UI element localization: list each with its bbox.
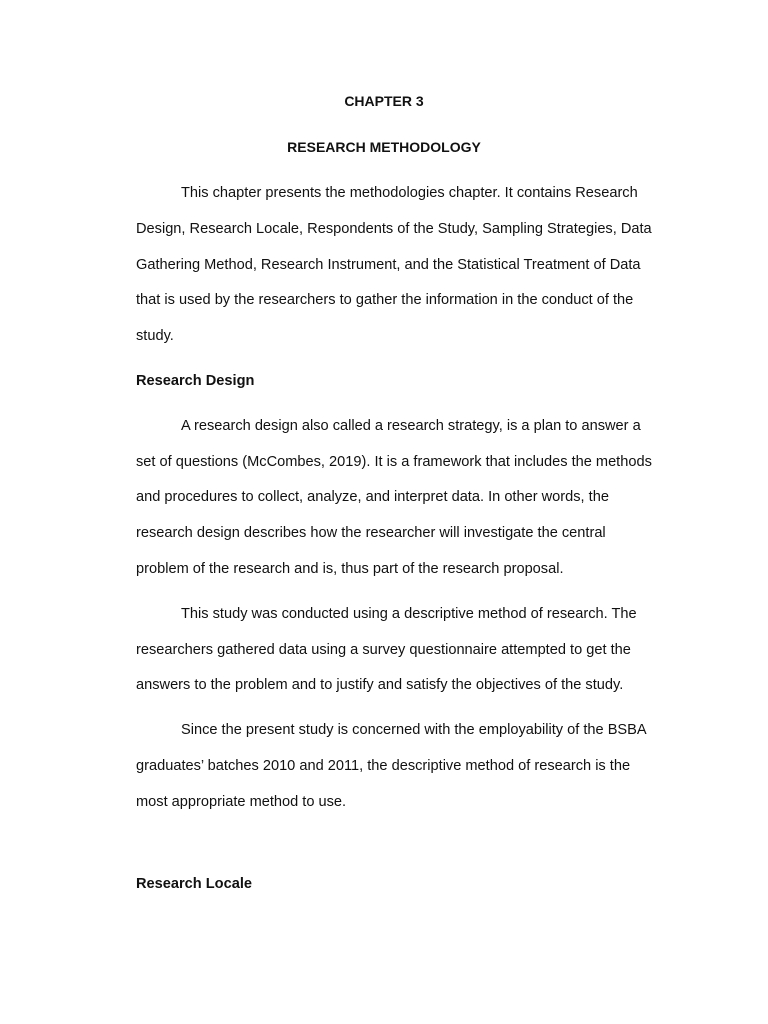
paragraph-line: and procedures to collect, analyze, and interpret data. In other words, the	[136, 489, 609, 506]
design-paragraph-3	[136, 713, 676, 820]
paragraph-line: This study was conducted using a descriptive method of research. The	[181, 605, 637, 622]
section-heading-research-locale: Research Locale	[136, 875, 253, 892]
paragraph-line: answers to the problem and to justify and satisfy the objectives of the study.	[136, 677, 624, 694]
intro-paragraph	[136, 176, 676, 355]
paragraph-line: set of questions (McCombes, 2019). It is a framework that includes the methods	[136, 453, 652, 470]
paragraph-line: graduates’ batches 2010 and 2011, the descriptive method of research is the	[136, 757, 631, 774]
paragraph-line: most appropriate method to use.	[136, 793, 347, 810]
design-paragraph-2	[136, 597, 676, 704]
paragraph-line: Gathering Method, Research Instrument, and the Statistical Treatment of Data	[136, 256, 641, 273]
paragraph-line: research design describes how the researcher will investigate the central	[136, 525, 606, 542]
section-heading-research-design: Research Design	[136, 372, 255, 389]
paragraph-line: problem of the research and is, thus part of the research proposal.	[136, 560, 564, 577]
paragraph-line: A research design also called a research strategy, is a plan to answer a	[181, 417, 641, 434]
paragraph-line: that is used by the researchers to gather the information in the conduct of the	[136, 292, 634, 309]
paragraph-line: researchers gathered data using a survey questionnaire attempted to get the	[136, 641, 631, 658]
paragraph-line: Since the present study is concerned with the employability of the BSBA	[181, 722, 647, 739]
paragraph-line: study.	[136, 328, 174, 345]
design-paragraph-1	[136, 409, 676, 588]
paragraph-line: This chapter presents the methodologies chapter. It contains Research	[181, 185, 638, 201]
paragraph-line: Design, Research Locale, Respondents of the Study, Sampling Strategies, Data	[136, 220, 652, 237]
page-title: RESEARCH METHODOLOGY	[287, 139, 481, 155]
document-body	[136, 176, 676, 902]
chapter-label: CHAPTER 3	[344, 93, 424, 109]
